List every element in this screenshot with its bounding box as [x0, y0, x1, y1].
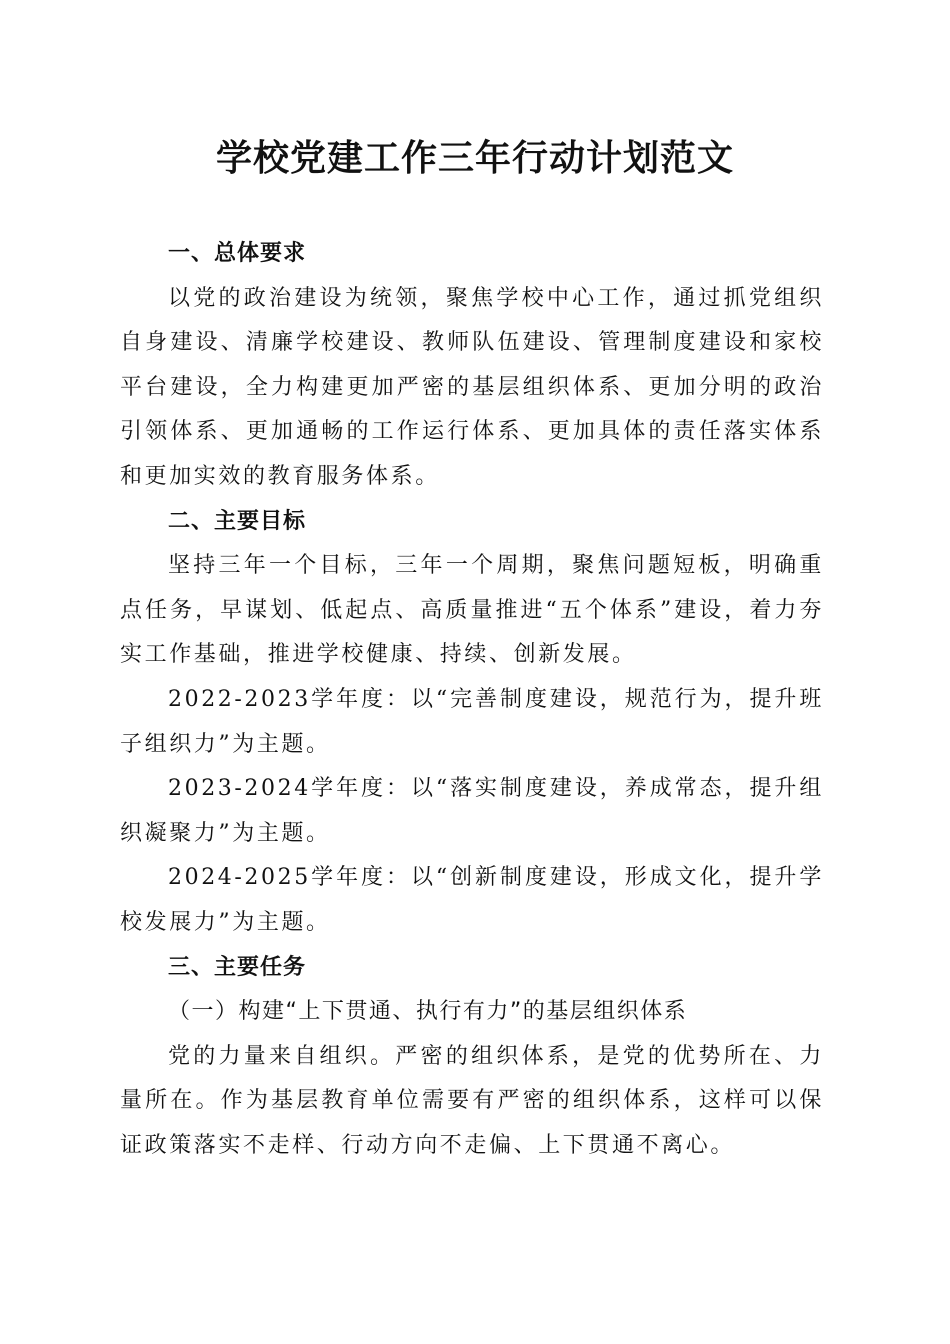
goal-year-2024-2025: 2024-2025学年度：以“创新制度建设，形成文化，提升学校发展力”为主题。 [120, 865, 824, 935]
document-body [120, 232, 824, 1168]
goal-year-2023-2024: 2023-2024学年度：以“落实制度建设，养成常态，提升组织凝聚力”为主题。 [120, 776, 824, 846]
document-title: 学校党建工作三年行动计划范文 [215, 137, 734, 179]
tasks-paragraph: 党的力量来自组织。严密的组织体系，是党的优势所在、力量所在。作为基层教育单位需要有严密的组织体系，这样可以保证政策落实不走样、行动方向不走偏、上下贯通不离心。 [120, 1043, 824, 1158]
section-heading-overall: 一、总体要求 [168, 241, 307, 266]
overall-paragraph: 以党的政治建设为统领，聚焦学校中心工作，通过抓党组织自身建设、清廉学校建设、教师队伍建设、管理制度建设和家校平台建设，全力构建更加严密的基层组织体系、更加分明的政治引领体系、更加通畅的工作运行体系、更加具体的责任落实体系和更加实效的教育服务体系。 [120, 285, 824, 489]
goals-paragraph: 坚持三年一个目标，三年一个周期，聚焦问题短板，明确重点任务，早谋划、低起点、高质量推进“五个体系”建设，着力夯实工作基础，推进学校健康、持续、创新发展。 [120, 553, 824, 668]
section-heading-tasks: 三、主要任务 [168, 954, 307, 980]
goal-year-2022-2023: 2022-2023学年度：以“完善制度建设，规范行为，提升班子组织力”为主题。 [120, 686, 824, 757]
task-subheading-1: （一）构建“上下贯通、执行有力”的基层组织体系 [168, 999, 688, 1025]
section-heading-goals: 二、主要目标 [168, 508, 307, 534]
